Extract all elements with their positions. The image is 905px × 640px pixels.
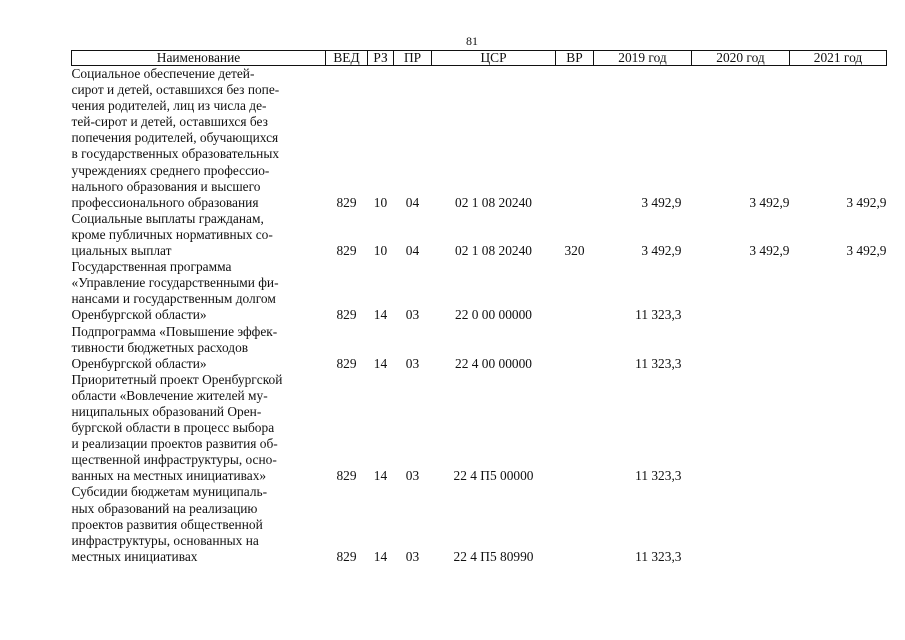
table-header <box>72 51 887 66</box>
row-name-text: Социальные выплаты гражданам, кроме публичных нормативных со- циальных выплат <box>71 210 273 259</box>
header-vr: ВР <box>556 51 594 66</box>
cell-2019: 3 492,9 <box>641 243 682 259</box>
cell-ved: 829 <box>336 243 357 259</box>
cell-2021: 3 492,9 <box>846 194 887 210</box>
cell-pr: 04 <box>405 194 420 210</box>
cell-name <box>72 259 326 323</box>
table-row <box>72 259 887 323</box>
cell-2021 <box>790 259 887 323</box>
header-2020: 2020 год <box>692 51 790 66</box>
table-row <box>72 211 887 259</box>
cell-2020 <box>692 324 790 372</box>
page-number: 81 <box>466 34 478 48</box>
cell-name <box>72 372 326 485</box>
row-name-text: Социальное обеспечение детей- сирот и детей, оставшихся без попе- чения родителей, лиц из числа де- тей-сирот и детей, оставшихся без попечения родителей, обучающихся в государственных образовательных учреждениях среднего профессио- нального образования и высшего профессионального образования <box>71 66 280 210</box>
cell-vr <box>556 324 594 372</box>
cell-rz: 10 <box>373 194 388 210</box>
cell-vr <box>556 66 594 211</box>
header-pr: ПР <box>394 51 432 66</box>
cell-csr: 22 4 П5 80990 <box>453 548 534 564</box>
cell-csr: 22 0 00 00000 <box>455 307 532 323</box>
cell-pr: 03 <box>405 307 420 323</box>
cell-csr: 22 4 П5 00000 <box>453 468 534 484</box>
table-row <box>72 66 887 211</box>
cell-name <box>72 484 326 564</box>
cell-pr: 03 <box>405 548 420 564</box>
header-row <box>72 51 887 66</box>
cell-2019: 11 323,3 <box>635 468 682 484</box>
cell-rz: 14 <box>373 468 388 484</box>
header-2019: 2019 год <box>594 51 692 66</box>
cell-vr <box>556 259 594 323</box>
cell-name <box>72 211 326 259</box>
cell-2019: 11 323,3 <box>635 548 682 564</box>
table-row <box>72 484 887 564</box>
cell-ved: 829 <box>336 355 357 371</box>
cell-csr: 02 1 08 20240 <box>455 194 532 210</box>
cell-2021 <box>790 484 887 564</box>
cell-2020: 3 492,9 <box>749 194 790 210</box>
cell-2020: 3 492,9 <box>749 243 790 259</box>
cell-2020 <box>692 484 790 564</box>
row-name-text: Подпрограмма «Повышение эффек- тивности бюджетных расходов Оренбургской области» <box>71 323 278 371</box>
cell-2021 <box>790 324 887 372</box>
cell-rz: 10 <box>373 243 388 259</box>
table-row <box>72 372 887 485</box>
cell-csr: 02 1 08 20240 <box>455 243 532 259</box>
header-2021: 2021 год <box>790 51 887 66</box>
cell-pr: 04 <box>405 243 420 259</box>
cell-csr: 22 4 00 00000 <box>455 355 532 371</box>
cell-rz: 14 <box>373 307 388 323</box>
cell-2021: 3 492,9 <box>846 243 887 259</box>
table-body <box>72 66 887 565</box>
cell-ved: 829 <box>336 194 357 210</box>
cell-rz: 14 <box>373 548 388 564</box>
cell-ved: 829 <box>336 548 357 564</box>
cell-pr: 03 <box>405 355 420 371</box>
cell-rz: 14 <box>373 355 388 371</box>
cell-vr: 320 <box>564 243 585 259</box>
row-name-text: Субсидии бюджетам муниципаль- ных образований на реализацию проектов развития общественной инфраструктуры, основанных на местных инициативах <box>71 484 268 564</box>
cell-vr <box>556 484 594 564</box>
cell-name <box>72 66 326 211</box>
cell-2020 <box>692 259 790 323</box>
row-name-text: Государственная программа «Управление государственными фи- нансами и государственным долгом Оренбургской области» <box>71 259 279 323</box>
header-name: Наименование <box>72 51 326 66</box>
cell-2021 <box>790 372 887 485</box>
cell-2019: 11 323,3 <box>635 307 682 323</box>
cell-vr <box>556 372 594 485</box>
cell-ved: 829 <box>336 307 357 323</box>
cell-2020 <box>692 372 790 485</box>
budget-table <box>71 50 887 565</box>
table-row <box>72 324 887 372</box>
row-name-text: Приоритетный проект Оренбургской области «Вовлечение жителей му- ниципальных образований Орен- бургской области в процесс выбора и реализации проектов развития об- щественной инфраструктуры, осно- ванных на местных инициативах» <box>71 371 283 484</box>
cell-ved: 829 <box>336 468 357 484</box>
cell-name <box>72 324 326 372</box>
cell-2019: 3 492,9 <box>641 194 682 210</box>
header-ved: ВЕД <box>326 51 368 66</box>
cell-pr: 03 <box>405 468 420 484</box>
header-rz: РЗ <box>368 51 394 66</box>
cell-2019: 11 323,3 <box>635 355 682 371</box>
header-csr: ЦСР <box>432 51 556 66</box>
